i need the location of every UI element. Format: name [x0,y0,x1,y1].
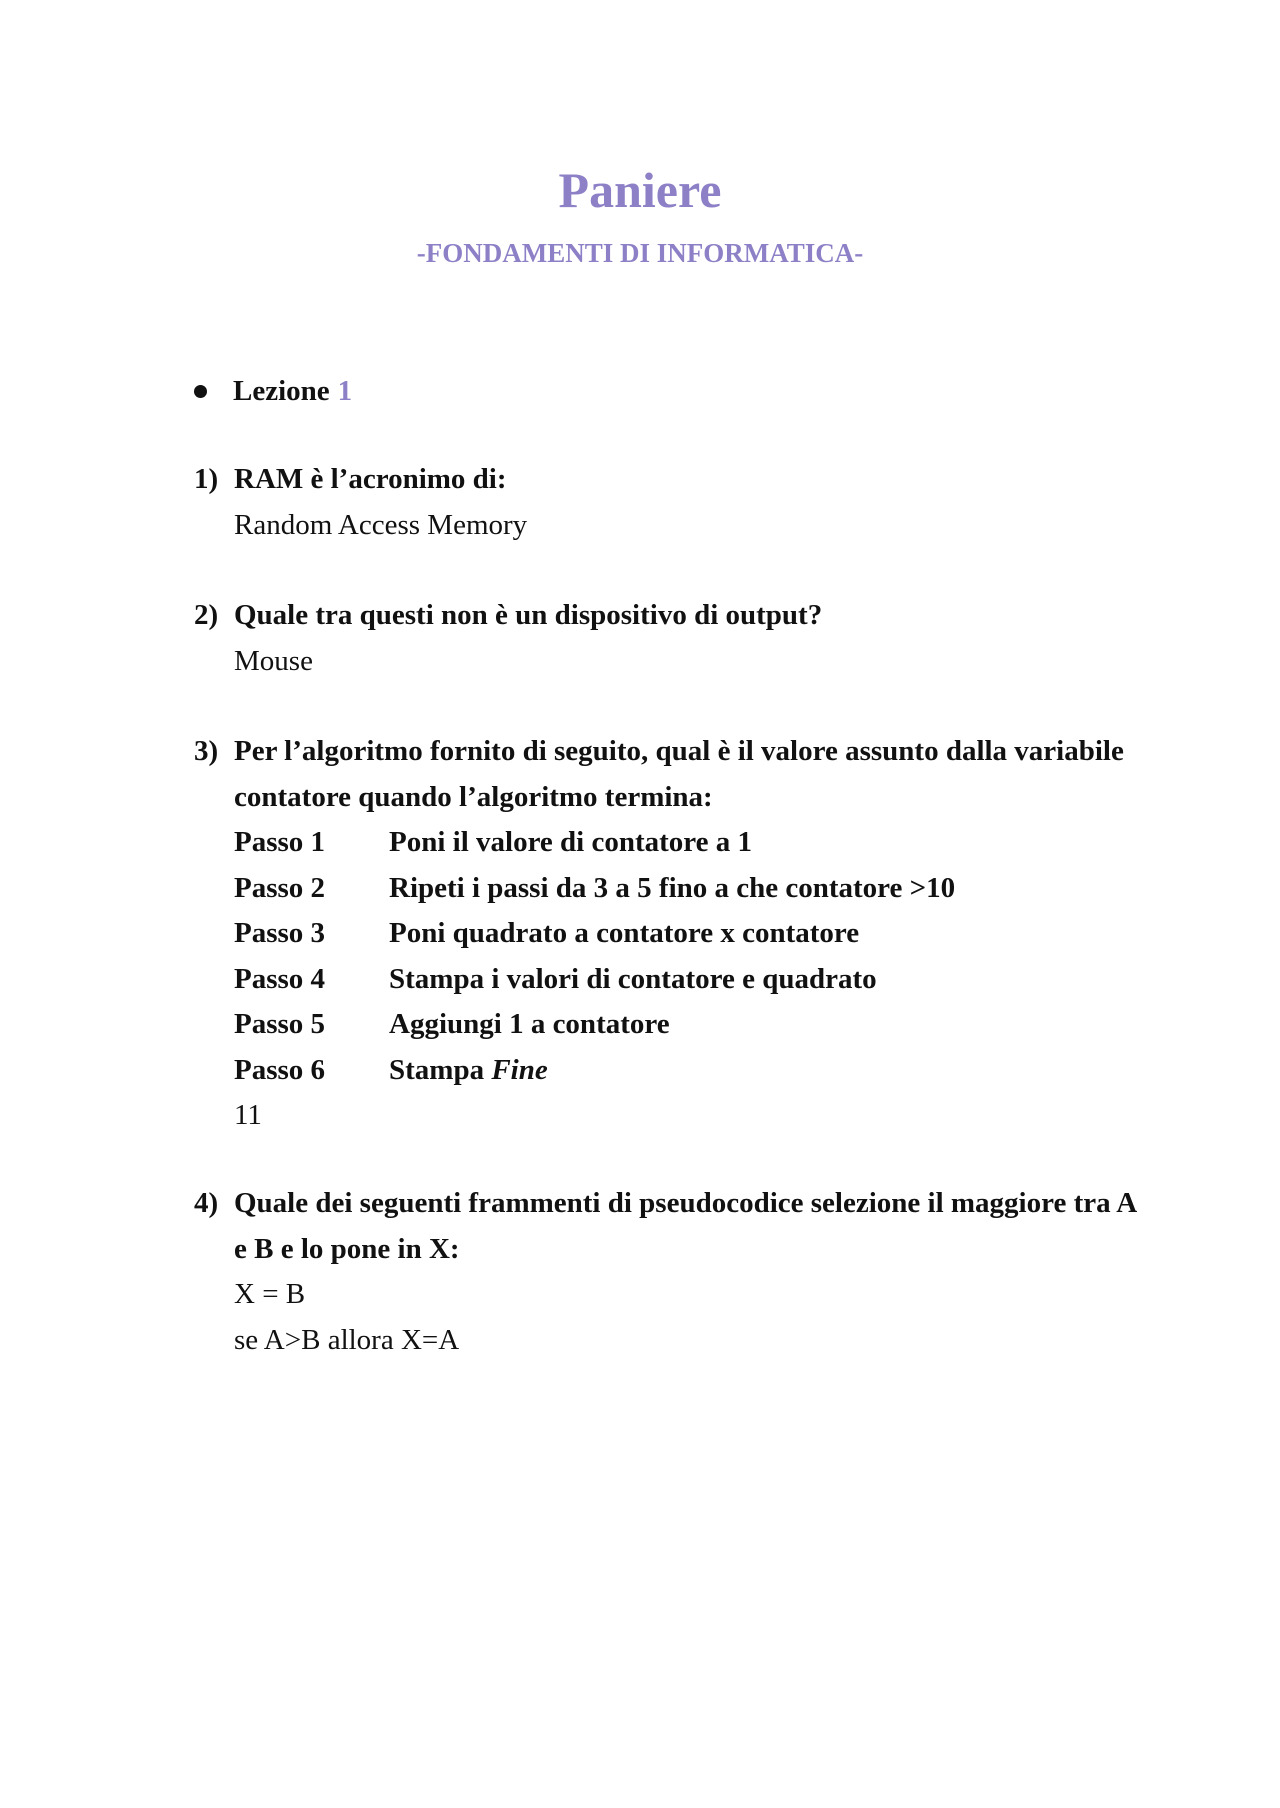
question-text: Quale tra questi non è un dispositivo di output? [234,599,823,631]
answer-line: se A>B allora X=A [234,1323,460,1356]
step-text: Aggiungi 1 a contatore [389,1008,670,1040]
algorithm-step [234,957,1154,1003]
page-title: Paniere [558,162,722,218]
lesson-heading [194,371,352,411]
step-text [389,1048,1154,1094]
question-1 [194,457,1154,548]
question-number: 2) [194,599,219,631]
lesson-number: 1 [337,375,353,407]
step-label: Passo 6 [234,1053,326,1086]
question-2 [194,593,1154,684]
question-number: 4) [194,1187,219,1219]
step-text-italic: Fine [491,1053,548,1086]
question-text: Per l’algoritmo fornito di seguito, qual è il valore assunto dalla variabile contatore quando l’algoritmo termina: [234,735,1124,813]
question-4 [194,1181,1154,1363]
bullet-icon [194,385,207,398]
lesson-label: Lezione [233,375,330,407]
answer-line: Random Access Memory [234,508,528,541]
algorithm-step [234,1048,1154,1094]
algorithm-step [234,911,1154,957]
question-number: 1) [194,463,219,495]
step-text: Stampa i valori di contatore e quadrato [389,962,877,995]
question-text: RAM è l’acronimo di: [234,463,507,495]
algorithm-steps [234,820,1154,1093]
step-label: Passo 2 [234,871,326,904]
step-label: Passo 3 [234,917,326,949]
question-number: 3) [194,735,219,767]
step-label: Passo 5 [234,1008,326,1040]
answer-line: X = B [234,1278,306,1310]
step-text: Ripeti i passi da 3 a 5 fino a che contatore >10 [389,871,956,904]
page-subtitle: -FONDAMENTI DI INFORMATICA- [416,238,864,268]
step-label: Passo 1 [234,826,326,858]
question-3 [194,729,1154,1139]
step-text: Poni il valore di contatore a 1 [389,826,753,858]
step-text: Poni quadrato a contatore x contatore [389,917,860,949]
answer-line: Mouse [234,644,313,677]
step-label: Passo 4 [234,962,326,995]
answer-line: 11 [234,1099,262,1131]
algorithm-step [234,1002,1154,1048]
algorithm-step [234,866,1154,912]
question-text: Quale dei seguenti frammenti di pseudocodice selezione il maggiore tra A e B e lo pone in X: [234,1187,1136,1265]
step-text-plain: Stampa [389,1053,492,1086]
algorithm-step [234,820,1154,866]
